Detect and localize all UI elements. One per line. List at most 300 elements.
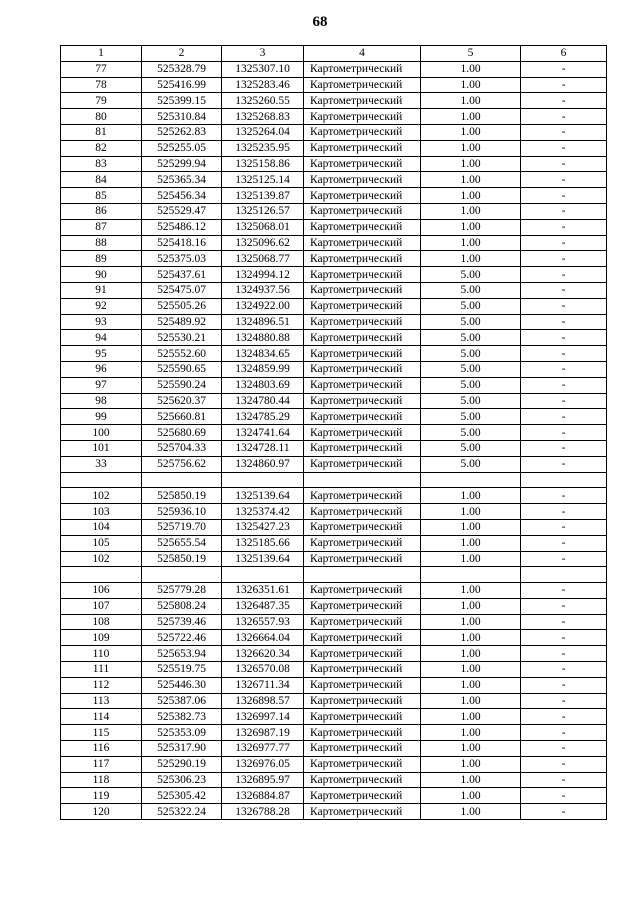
cell-description: - <box>521 409 607 425</box>
cell-accuracy: 5.00 <box>421 425 521 441</box>
cell-method: Картометрический <box>304 267 421 283</box>
cell-point-number <box>61 567 142 583</box>
cell-accuracy: 1.00 <box>421 598 521 614</box>
cell-x: 525719.70 <box>142 519 222 535</box>
cell-point-number: 111 <box>61 662 142 678</box>
cell-description: - <box>521 693 607 709</box>
cell-point-number: 105 <box>61 535 142 551</box>
cell-point-number: 104 <box>61 519 142 535</box>
cell-method: Картометрический <box>304 393 421 409</box>
cell-y: 1324896.51 <box>222 314 304 330</box>
cell-x: 525519.75 <box>142 662 222 678</box>
table-row <box>61 61 607 77</box>
cell-description: - <box>521 598 607 614</box>
table-row <box>61 646 607 662</box>
cell-method: Картометрический <box>304 804 421 820</box>
cell-x: 525310.84 <box>142 109 222 125</box>
column-header-method: 4 <box>304 46 421 62</box>
cell-y: 1326487.35 <box>222 598 304 614</box>
cell-description: - <box>521 741 607 757</box>
cell-point-number: 81 <box>61 124 142 140</box>
cell-method: Картометрический <box>304 535 421 551</box>
cell-x: 525850.19 <box>142 551 222 567</box>
cell-x: 525660.81 <box>142 409 222 425</box>
cell-y: 1324834.65 <box>222 346 304 362</box>
cell-description: - <box>521 583 607 599</box>
cell-x: 525704.33 <box>142 440 222 456</box>
cell-accuracy: 1.00 <box>421 188 521 204</box>
cell-accuracy: 1.00 <box>421 140 521 156</box>
cell-description: - <box>521 330 607 346</box>
cell-method: Картометрический <box>304 330 421 346</box>
cell-method: Картометрический <box>304 693 421 709</box>
table-row <box>61 598 607 614</box>
table-row <box>61 219 607 235</box>
cell-y: 1326711.34 <box>222 677 304 693</box>
cell-y: 1326997.14 <box>222 709 304 725</box>
cell-x: 525255.05 <box>142 140 222 156</box>
cell-point-number: 85 <box>61 188 142 204</box>
cell-accuracy: 1.00 <box>421 504 521 520</box>
cell-point-number: 106 <box>61 583 142 599</box>
cell-description: - <box>521 772 607 788</box>
cell-description: - <box>521 219 607 235</box>
cell-y: 1324741.64 <box>222 425 304 441</box>
cell-x: 525590.24 <box>142 377 222 393</box>
cell-point-number: 120 <box>61 804 142 820</box>
table-row <box>61 330 607 346</box>
cell-y: 1326351.61 <box>222 583 304 599</box>
cell-y: 1325307.10 <box>222 61 304 77</box>
table-row <box>61 267 607 283</box>
table-row <box>61 77 607 93</box>
cell-point-number: 93 <box>61 314 142 330</box>
cell-point-number: 97 <box>61 377 142 393</box>
cell-accuracy: 1.00 <box>421 630 521 646</box>
cell-method: Картометрический <box>304 788 421 804</box>
cell-point-number: 88 <box>61 235 142 251</box>
cell-y: 1324803.69 <box>222 377 304 393</box>
cell-x: 525756.62 <box>142 456 222 472</box>
cell-accuracy: 1.00 <box>421 535 521 551</box>
cell-point-number: 119 <box>61 788 142 804</box>
cell-y: 1324728.11 <box>222 440 304 456</box>
cell-accuracy: 1.00 <box>421 677 521 693</box>
cell-description: - <box>521 440 607 456</box>
cell-point-number: 108 <box>61 614 142 630</box>
cell-point-number: 116 <box>61 741 142 757</box>
cell-description: - <box>521 614 607 630</box>
cell-x: 525328.79 <box>142 61 222 77</box>
cell-description: - <box>521 425 607 441</box>
cell-description: - <box>521 235 607 251</box>
cell-accuracy: 1.00 <box>421 772 521 788</box>
table-row <box>61 346 607 362</box>
cell-x: 525808.24 <box>142 598 222 614</box>
cell-accuracy: 5.00 <box>421 298 521 314</box>
table-row <box>61 188 607 204</box>
table-row <box>61 519 607 535</box>
cell-point-number: 82 <box>61 140 142 156</box>
table-row <box>61 709 607 725</box>
cell-point-number: 94 <box>61 330 142 346</box>
cell-point-number: 118 <box>61 772 142 788</box>
cell-method: Картометрический <box>304 456 421 472</box>
cell-accuracy: 5.00 <box>421 409 521 425</box>
cell-description: - <box>521 535 607 551</box>
cell-description: - <box>521 61 607 77</box>
table-row <box>61 393 607 409</box>
cell-description: - <box>521 314 607 330</box>
coordinates-table <box>60 45 607 820</box>
cell-x: 525322.24 <box>142 804 222 820</box>
table-row <box>61 109 607 125</box>
cell-y: 1325126.57 <box>222 203 304 219</box>
cell-y: 1326570.08 <box>222 662 304 678</box>
table-row <box>61 662 607 678</box>
cell-method: Картометрический <box>304 488 421 504</box>
cell-x <box>142 567 222 583</box>
cell-point-number: 87 <box>61 219 142 235</box>
table-row <box>61 425 607 441</box>
cell-y: 1325283.46 <box>222 77 304 93</box>
cell-accuracy: 1.00 <box>421 109 521 125</box>
cell-y: 1326557.93 <box>222 614 304 630</box>
cell-y: 1325125.14 <box>222 172 304 188</box>
column-header-accuracy: 5 <box>421 46 521 62</box>
cell-description: - <box>521 93 607 109</box>
cell-point-number: 102 <box>61 488 142 504</box>
cell-method: Картометрический <box>304 614 421 630</box>
cell-y: 1325235.95 <box>222 140 304 156</box>
table-row <box>61 504 607 520</box>
cell-method: Картометрический <box>304 519 421 535</box>
cell-point-number <box>61 472 142 488</box>
table-body <box>61 61 607 819</box>
cell-method: Картометрический <box>304 61 421 77</box>
cell-x: 525722.46 <box>142 630 222 646</box>
cell-description: - <box>521 504 607 520</box>
cell-accuracy: 5.00 <box>421 267 521 283</box>
table-row <box>61 772 607 788</box>
cell-method: Картометрический <box>304 551 421 567</box>
cell-y <box>222 472 304 488</box>
cell-x: 525850.19 <box>142 488 222 504</box>
cell-method: Картометрический <box>304 251 421 267</box>
cell-accuracy: 5.00 <box>421 440 521 456</box>
cell-method: Картометрический <box>304 630 421 646</box>
cell-point-number: 103 <box>61 504 142 520</box>
table-row <box>61 725 607 741</box>
cell-x: 525505.26 <box>142 298 222 314</box>
cell-method: Картометрический <box>304 124 421 140</box>
cell-method: Картометрический <box>304 709 421 725</box>
cell-description: - <box>521 346 607 362</box>
cell-method: Картометрический <box>304 756 421 772</box>
column-header-point-number: 1 <box>61 46 142 62</box>
cell-description: - <box>521 393 607 409</box>
cell-method: Картометрический <box>304 662 421 678</box>
cell-method: Картометрический <box>304 425 421 441</box>
cell-point-number: 117 <box>61 756 142 772</box>
cell-description: - <box>521 677 607 693</box>
cell-accuracy: 1.00 <box>421 488 521 504</box>
cell-x: 525653.94 <box>142 646 222 662</box>
cell-y: 1325139.64 <box>222 551 304 567</box>
cell-accuracy: 1.00 <box>421 756 521 772</box>
cell-point-number: 115 <box>61 725 142 741</box>
cell-y: 1324994.12 <box>222 267 304 283</box>
cell-y: 1324785.29 <box>222 409 304 425</box>
cell-accuracy: 5.00 <box>421 456 521 472</box>
cell-description: - <box>521 725 607 741</box>
table-row <box>61 804 607 820</box>
cell-accuracy: 1.00 <box>421 583 521 599</box>
cell-point-number: 78 <box>61 77 142 93</box>
cell-point-number: 90 <box>61 267 142 283</box>
cell-description: - <box>521 756 607 772</box>
cell-x: 525365.34 <box>142 172 222 188</box>
cell-x: 525936.10 <box>142 504 222 520</box>
table-row <box>61 456 607 472</box>
cell-x: 525306.23 <box>142 772 222 788</box>
cell-point-number: 84 <box>61 172 142 188</box>
table-row <box>61 93 607 109</box>
table-row <box>61 409 607 425</box>
cell-accuracy: 1.00 <box>421 662 521 678</box>
cell-accuracy: 1.00 <box>421 804 521 820</box>
cell-method: Картометрический <box>304 346 421 362</box>
cell-accuracy: 1.00 <box>421 235 521 251</box>
cell-x: 525262.83 <box>142 124 222 140</box>
cell-x: 525680.69 <box>142 425 222 441</box>
cell-y: 1326788.28 <box>222 804 304 820</box>
cell-description: - <box>521 630 607 646</box>
table-row <box>61 140 607 156</box>
cell-x: 525387.06 <box>142 693 222 709</box>
cell-y: 1325068.77 <box>222 251 304 267</box>
cell-y: 1324880.88 <box>222 330 304 346</box>
cell-point-number: 98 <box>61 393 142 409</box>
table-row <box>61 741 607 757</box>
cell-method: Картометрический <box>304 282 421 298</box>
cell-method: Картометрический <box>304 314 421 330</box>
cell-y: 1326884.87 <box>222 788 304 804</box>
cell-y: 1325427.23 <box>222 519 304 535</box>
cell-x: 525399.15 <box>142 93 222 109</box>
cell-x: 525590.65 <box>142 361 222 377</box>
table-row <box>61 551 607 567</box>
cell-method: Картометрический <box>304 93 421 109</box>
cell-description: - <box>521 156 607 172</box>
cell-accuracy: 1.00 <box>421 251 521 267</box>
cell-accuracy: 1.00 <box>421 725 521 741</box>
cell-description: - <box>521 456 607 472</box>
cell-x: 525437.61 <box>142 267 222 283</box>
table-row <box>61 203 607 219</box>
table-row <box>61 614 607 630</box>
cell-description: - <box>521 519 607 535</box>
cell-x: 525446.30 <box>142 677 222 693</box>
table-row <box>61 377 607 393</box>
cell-accuracy: 1.00 <box>421 203 521 219</box>
cell-y: 1325268.83 <box>222 109 304 125</box>
cell-accuracy <box>421 567 521 583</box>
cell-point-number: 102 <box>61 551 142 567</box>
cell-method: Картометрический <box>304 156 421 172</box>
cell-y: 1325096.62 <box>222 235 304 251</box>
table-header-row <box>61 46 607 62</box>
cell-point-number: 107 <box>61 598 142 614</box>
cell-x: 525529.47 <box>142 203 222 219</box>
cell-x: 525290.19 <box>142 756 222 772</box>
cell-x: 525489.92 <box>142 314 222 330</box>
cell-method: Картометрический <box>304 109 421 125</box>
table-row <box>61 172 607 188</box>
cell-method: Картометрический <box>304 725 421 741</box>
cell-point-number: 77 <box>61 61 142 77</box>
table-row <box>61 361 607 377</box>
cell-method: Картометрический <box>304 219 421 235</box>
table-row <box>61 251 607 267</box>
cell-description: - <box>521 788 607 804</box>
cell-x: 525552.60 <box>142 346 222 362</box>
cell-description: - <box>521 377 607 393</box>
cell-x: 525382.73 <box>142 709 222 725</box>
cell-point-number: 113 <box>61 693 142 709</box>
cell-accuracy: 1.00 <box>421 551 521 567</box>
cell-accuracy: 5.00 <box>421 282 521 298</box>
cell-description: - <box>521 488 607 504</box>
cell-x: 525486.12 <box>142 219 222 235</box>
table-row <box>61 472 607 488</box>
cell-accuracy: 1.00 <box>421 219 521 235</box>
table-row <box>61 314 607 330</box>
cell-point-number: 33 <box>61 456 142 472</box>
cell-y <box>222 567 304 583</box>
cell-accuracy: 1.00 <box>421 156 521 172</box>
page-number: 68 <box>312 14 328 30</box>
cell-y: 1324937.56 <box>222 282 304 298</box>
cell-accuracy: 1.00 <box>421 172 521 188</box>
table-row <box>61 488 607 504</box>
cell-accuracy: 5.00 <box>421 330 521 346</box>
cell-method: Картометрический <box>304 377 421 393</box>
cell-method: Картометрический <box>304 741 421 757</box>
cell-x: 525779.28 <box>142 583 222 599</box>
cell-description: - <box>521 709 607 725</box>
cell-x: 525655.54 <box>142 535 222 551</box>
cell-point-number: 99 <box>61 409 142 425</box>
cell-y: 1326664.04 <box>222 630 304 646</box>
cell-accuracy: 1.00 <box>421 61 521 77</box>
cell-method: Картометрический <box>304 646 421 662</box>
cell-method: Картометрический <box>304 677 421 693</box>
cell-x: 525317.90 <box>142 741 222 757</box>
cell-x: 525416.99 <box>142 77 222 93</box>
cell-method: Картометрический <box>304 203 421 219</box>
cell-y: 1325068.01 <box>222 219 304 235</box>
cell-method: Картометрический <box>304 235 421 251</box>
cell-point-number: 101 <box>61 440 142 456</box>
cell-y: 1324922.00 <box>222 298 304 314</box>
cell-x: 525456.34 <box>142 188 222 204</box>
cell-y: 1326976.05 <box>222 756 304 772</box>
table-row <box>61 535 607 551</box>
table-row <box>61 583 607 599</box>
cell-y: 1326987.19 <box>222 725 304 741</box>
cell-description <box>521 472 607 488</box>
cell-accuracy: 5.00 <box>421 377 521 393</box>
cell-accuracy: 5.00 <box>421 346 521 362</box>
cell-point-number: 110 <box>61 646 142 662</box>
cell-accuracy: 5.00 <box>421 361 521 377</box>
cell-description <box>521 567 607 583</box>
cell-y: 1325185.66 <box>222 535 304 551</box>
cell-y: 1324780.44 <box>222 393 304 409</box>
table-row <box>61 567 607 583</box>
cell-method: Картометрический <box>304 583 421 599</box>
cell-point-number: 91 <box>61 282 142 298</box>
cell-y: 1324860.97 <box>222 456 304 472</box>
cell-accuracy: 1.00 <box>421 788 521 804</box>
cell-description: - <box>521 282 607 298</box>
cell-method: Картометрический <box>304 772 421 788</box>
cell-point-number: 92 <box>61 298 142 314</box>
cell-y: 1325374.42 <box>222 504 304 520</box>
table-row <box>61 124 607 140</box>
cell-point-number: 89 <box>61 251 142 267</box>
cell-point-number: 80 <box>61 109 142 125</box>
cell-description: - <box>521 140 607 156</box>
cell-y: 1325260.55 <box>222 93 304 109</box>
cell-point-number: 83 <box>61 156 142 172</box>
cell-accuracy <box>421 472 521 488</box>
cell-description: - <box>521 646 607 662</box>
cell-description: - <box>521 662 607 678</box>
cell-point-number: 96 <box>61 361 142 377</box>
cell-description: - <box>521 188 607 204</box>
cell-x: 525530.21 <box>142 330 222 346</box>
cell-method: Картометрический <box>304 409 421 425</box>
cell-method <box>304 567 421 583</box>
column-header-description: 6 <box>521 46 607 62</box>
cell-point-number: 100 <box>61 425 142 441</box>
cell-point-number: 79 <box>61 93 142 109</box>
cell-accuracy: 1.00 <box>421 77 521 93</box>
cell-y: 1324859.99 <box>222 361 304 377</box>
cell-method <box>304 472 421 488</box>
cell-point-number: 86 <box>61 203 142 219</box>
cell-method: Картометрический <box>304 504 421 520</box>
cell-description: - <box>521 298 607 314</box>
cell-accuracy: 1.00 <box>421 614 521 630</box>
cell-description: - <box>521 203 607 219</box>
cell-description: - <box>521 251 607 267</box>
cell-accuracy: 1.00 <box>421 709 521 725</box>
cell-x: 525475.07 <box>142 282 222 298</box>
cell-point-number: 112 <box>61 677 142 693</box>
cell-method: Картометрический <box>304 188 421 204</box>
cell-x <box>142 472 222 488</box>
cell-description: - <box>521 267 607 283</box>
cell-method: Картометрический <box>304 361 421 377</box>
cell-method: Картометрический <box>304 598 421 614</box>
cell-y: 1325139.87 <box>222 188 304 204</box>
cell-accuracy: 1.00 <box>421 693 521 709</box>
cell-x: 525739.46 <box>142 614 222 630</box>
table-row <box>61 693 607 709</box>
